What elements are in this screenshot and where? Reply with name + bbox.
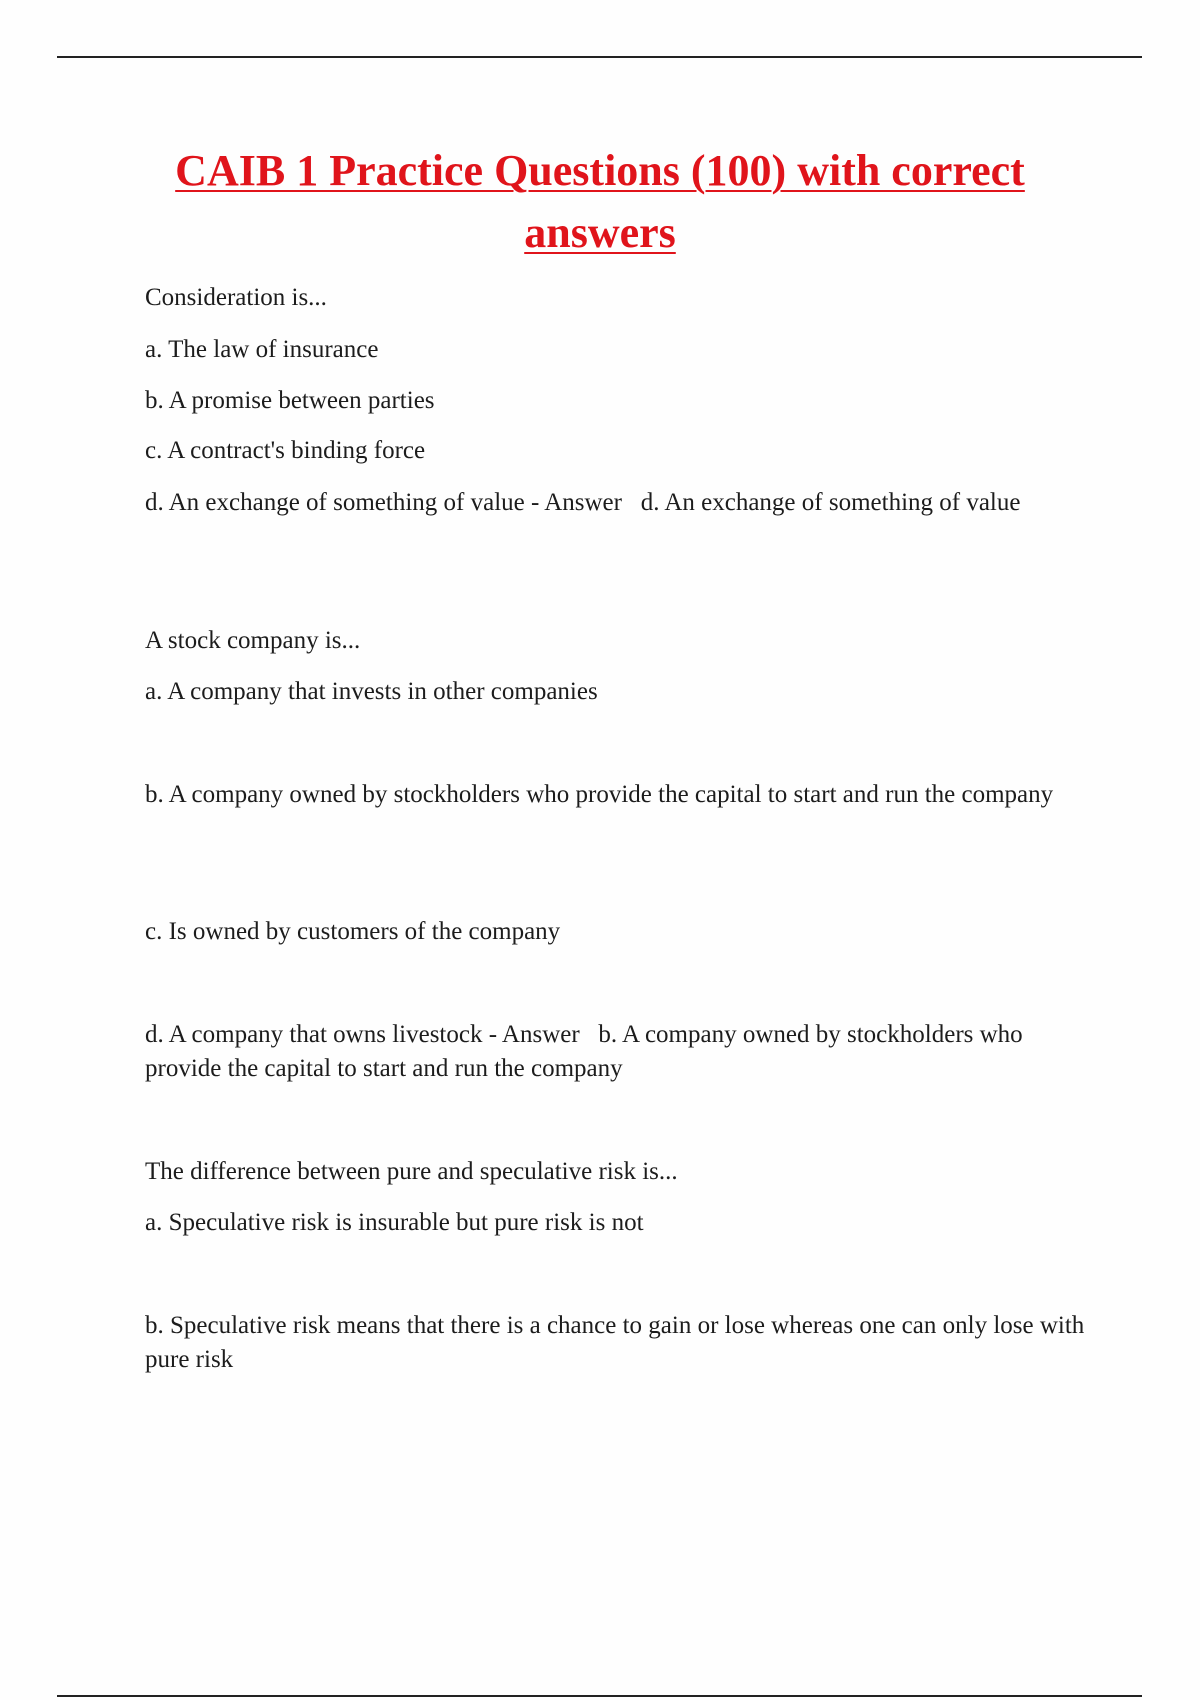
question-1-option-c: c. A contract's binding force [145,437,426,464]
question-2-option-d-answer: d. A company that owns livestock - Answer b. A company owned by stockholders who provide the capital to start and run the company [145,1021,1029,1082]
question-1-option-d-answer: d. An exchange of something of value - Answer d. An exchange of something of value [145,489,1021,516]
question-3-option-b: b. Speculative risk means that there is a chance to gain or lose whereas one can only lose with pure risk [145,1312,1091,1373]
document-title: CAIB 1 Practice Questions (100) with correct answers [175,146,1025,257]
question-2-text: A stock company is... [145,627,361,654]
footer-rule [57,1695,1142,1697]
question-2-option-a: a. A company that invests in other companies [145,678,598,705]
question-1-option-a: a. The law of insurance [145,336,379,363]
question-3-option-a: a. Speculative risk is insurable but pure risk is not [145,1209,644,1236]
question-2-option-b: b. A company owned by stockholders who provide the capital to start and run the company [145,781,1054,808]
question-1-text: Consideration is... [145,284,327,311]
question-3-text: The difference between pure and speculative risk is... [145,1158,678,1185]
header-rule [57,56,1142,58]
question-1-option-b: b. A promise between parties [145,387,435,414]
question-2-option-c: c. Is owned by customers of the company [145,918,561,945]
